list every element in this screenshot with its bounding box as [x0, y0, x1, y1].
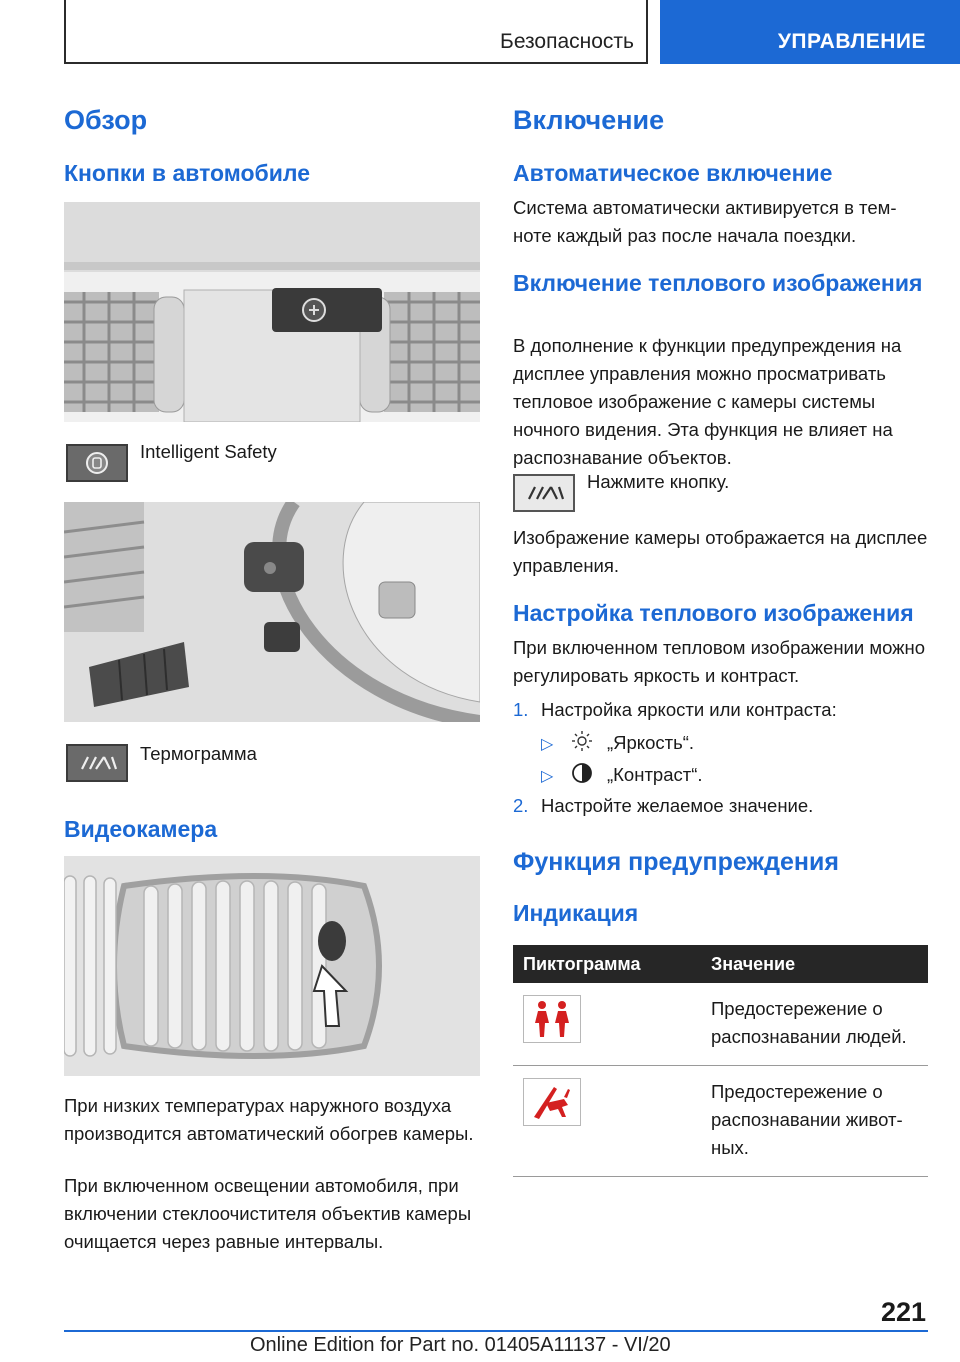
grille-camera-photo: [64, 856, 480, 1076]
warning-function-title: Функция предупреждения: [513, 848, 839, 876]
online-edition-text: Online Edition for Part no. 01405A11137 - VI/20: [250, 1334, 671, 1356]
camera-title: Видеокамера: [64, 816, 218, 842]
header-section-tab: [64, 0, 648, 64]
step-2-number: 2.: [513, 795, 529, 816]
header-chapter-label: УПРАВЛЕНИЕ: [777, 30, 926, 53]
settings-title: Настройка теплового изображения: [513, 600, 914, 626]
header-section-label: Безопасность: [500, 30, 634, 53]
animal-warning-icon: [523, 1078, 581, 1126]
table-header-pictogram: Пиктограмма: [513, 945, 701, 983]
intelligent-safety-button-icon: [66, 444, 128, 482]
thermogram-button-icon: [66, 744, 128, 782]
table-row: [513, 1066, 928, 1177]
pedestrian-warning-icon: [523, 995, 581, 1043]
table-row: [513, 983, 928, 1066]
intelligent-safety-label: Intelligent Safety: [140, 441, 277, 462]
dashboard-button-photo: [64, 202, 480, 422]
camera-cleaning-text: При включенном освещении автомобиля, при включении стеклоочистителя объектив камеры очищается через равные интервалы.: [64, 1175, 472, 1252]
display-text: Изображение камеры отображается на дисплее управления.: [513, 527, 928, 576]
auto-on-text: Система автоматически активируется в темноте каждый раз после начала поездки.: [513, 197, 897, 246]
buttons-subtitle: Кнопки в автомобиле: [64, 160, 310, 186]
thermogram-label: Термограмма: [140, 743, 257, 764]
indication-title: Индикация: [513, 900, 639, 926]
footer-divider: [64, 1330, 928, 1332]
header-chapter-tab: [660, 0, 960, 64]
table-header-meaning: Значение: [701, 945, 928, 983]
step-2-text: Настройте желаемое значение.: [541, 795, 814, 816]
contrast-icon: [571, 762, 593, 784]
brightness-icon: [571, 730, 593, 752]
step-1-text: Настройка яркости или контраста:: [541, 699, 837, 720]
row-1-meaning: Предостережение о распознавании людей.: [701, 983, 928, 1066]
settings-text: При включенном тепловом изображении можно регулировать яркость и контраст.: [513, 637, 926, 686]
triangle-bullet-icon: ▷: [541, 736, 554, 753]
row-2-meaning: Предостережение о распознавании животных.: [701, 1066, 928, 1177]
step-1-number: 1.: [513, 699, 529, 720]
auto-on-title: Автоматическое включение: [513, 160, 833, 186]
page-number: 221: [880, 1297, 926, 1327]
thermal-on-title: Включение теплового изображения: [513, 270, 923, 296]
indication-table: [513, 945, 928, 1177]
thermogram-button-icon-small: [513, 474, 575, 512]
thermal-on-text: В дополнение к функции предупреждения на дисплее управления можно просматривать тепловое изображение с камеры системы ночного видения. Эта функция не влияет на распознавание объектов.: [513, 335, 902, 468]
camera-heating-text: При низких температурах наружного воздуха производится автоматический обогрев камеры.: [64, 1095, 474, 1144]
steering-area-photo: [64, 502, 480, 722]
brightness-option: „Яркость“.: [607, 732, 695, 753]
press-button-text: Нажмите кнопку.: [587, 471, 730, 492]
switching-on-title: Включение: [513, 105, 665, 135]
overview-title: Обзор: [64, 105, 148, 135]
triangle-bullet-icon: ▷: [541, 768, 554, 785]
contrast-option: „Контраст“.: [607, 764, 703, 785]
